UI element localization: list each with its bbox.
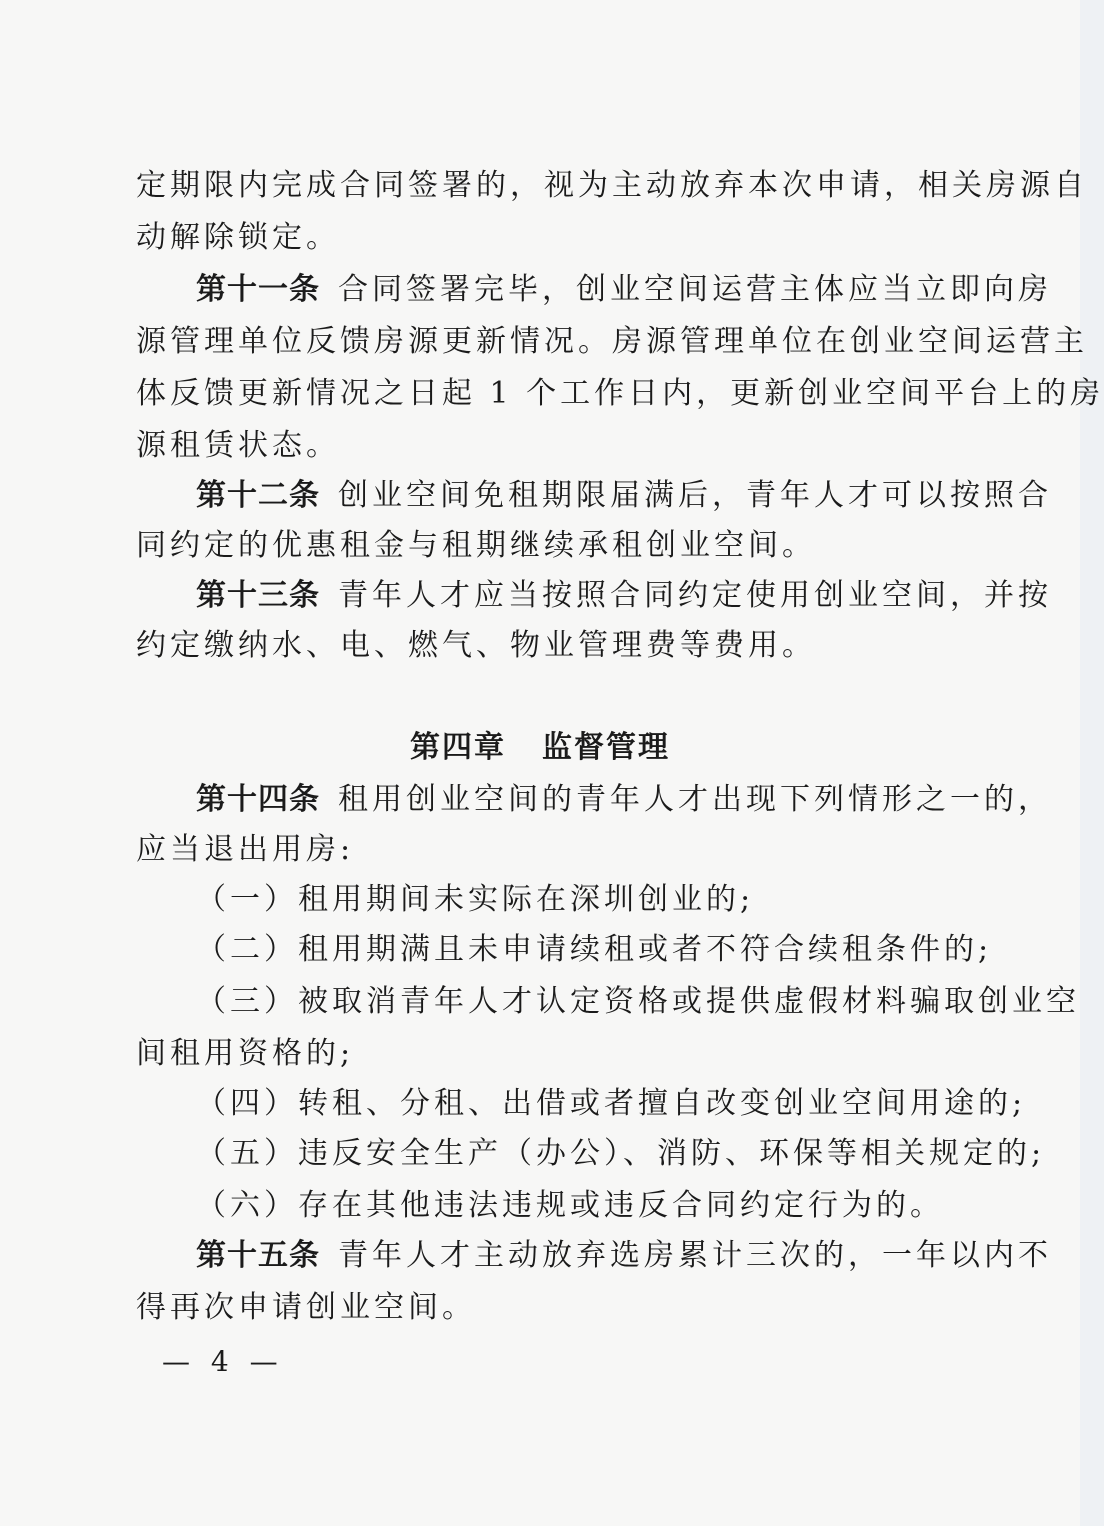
chapter-number: 第四章 [410,730,506,765]
article-number: 第十三条 [196,578,320,613]
list-item: （六）存在其他违法违规或违反合同约定行为的。 [196,1188,944,1223]
paragraph-line: 约定缴纳水、电、燃气、物业管理费等费用。 [136,628,816,663]
chapter-title: 监督管理 [542,730,670,765]
article-number: 第十五条 [196,1238,320,1273]
article-text: 青年人才主动放弃选房累计三次的，一年以内不 [338,1238,1052,1273]
list-item: （五）违反安全生产（办公）、消防、环保等相关规定的; [196,1136,1046,1171]
article-text: 合同签署完毕，创业空间运营主体应当立即向房 [338,272,1052,307]
chapter-heading [0,722,1080,774]
list-item: （二）租用期满且未申请续租或者不符合续租条件的; [196,932,993,967]
list-item-continuation: 间租用资格的; [136,1036,355,1071]
paragraph-line: 体反馈更新情况之日起 1 个工作日内，更新创业空间平台上的房 [136,376,1104,411]
article-12-first-line [196,470,1052,522]
paragraph-line: 定期限内完成合同签署的，视为主动放弃本次申请，相关房源自 [136,168,1088,203]
article-number: 第十二条 [196,478,320,513]
paragraph-line: 同约定的优惠租金与租期继续承租创业空间。 [136,528,816,563]
list-item: （一）租用期间未实际在深圳创业的; [196,882,755,917]
article-13-first-line [196,570,1052,622]
article-text: 创业空间免租期限届满后，青年人才可以按照合 [338,478,1052,513]
article-number: 第十四条 [196,782,320,817]
paragraph-line: 源租赁状态。 [136,428,340,463]
list-item: （四）转租、分租、出借或者擅自改变创业空间用途的; [196,1086,1027,1121]
article-14-first-line [196,774,1052,826]
article-text: 租用创业空间的青年人才出现下列情形之一的， [338,782,1052,817]
paragraph-line: 应当退出用房: [136,832,355,867]
article-11-first-line [196,264,1052,316]
article-text: 青年人才应当按照合同约定使用创业空间，并按 [338,578,1052,613]
article-15-first-line [196,1230,1052,1282]
paragraph-line: 源管理单位反馈房源更新情况。房源管理单位在创业空间运营主 [136,324,1088,359]
paragraph-line: 得再次申请创业空间。 [136,1290,476,1325]
page-number: — 4 — [162,1345,284,1378]
article-number: 第十一条 [196,272,320,307]
paragraph-line: 动解除锁定。 [136,220,340,255]
list-item: （三）被取消青年人才认定资格或提供虚假材料骗取创业空 [196,984,1080,1019]
